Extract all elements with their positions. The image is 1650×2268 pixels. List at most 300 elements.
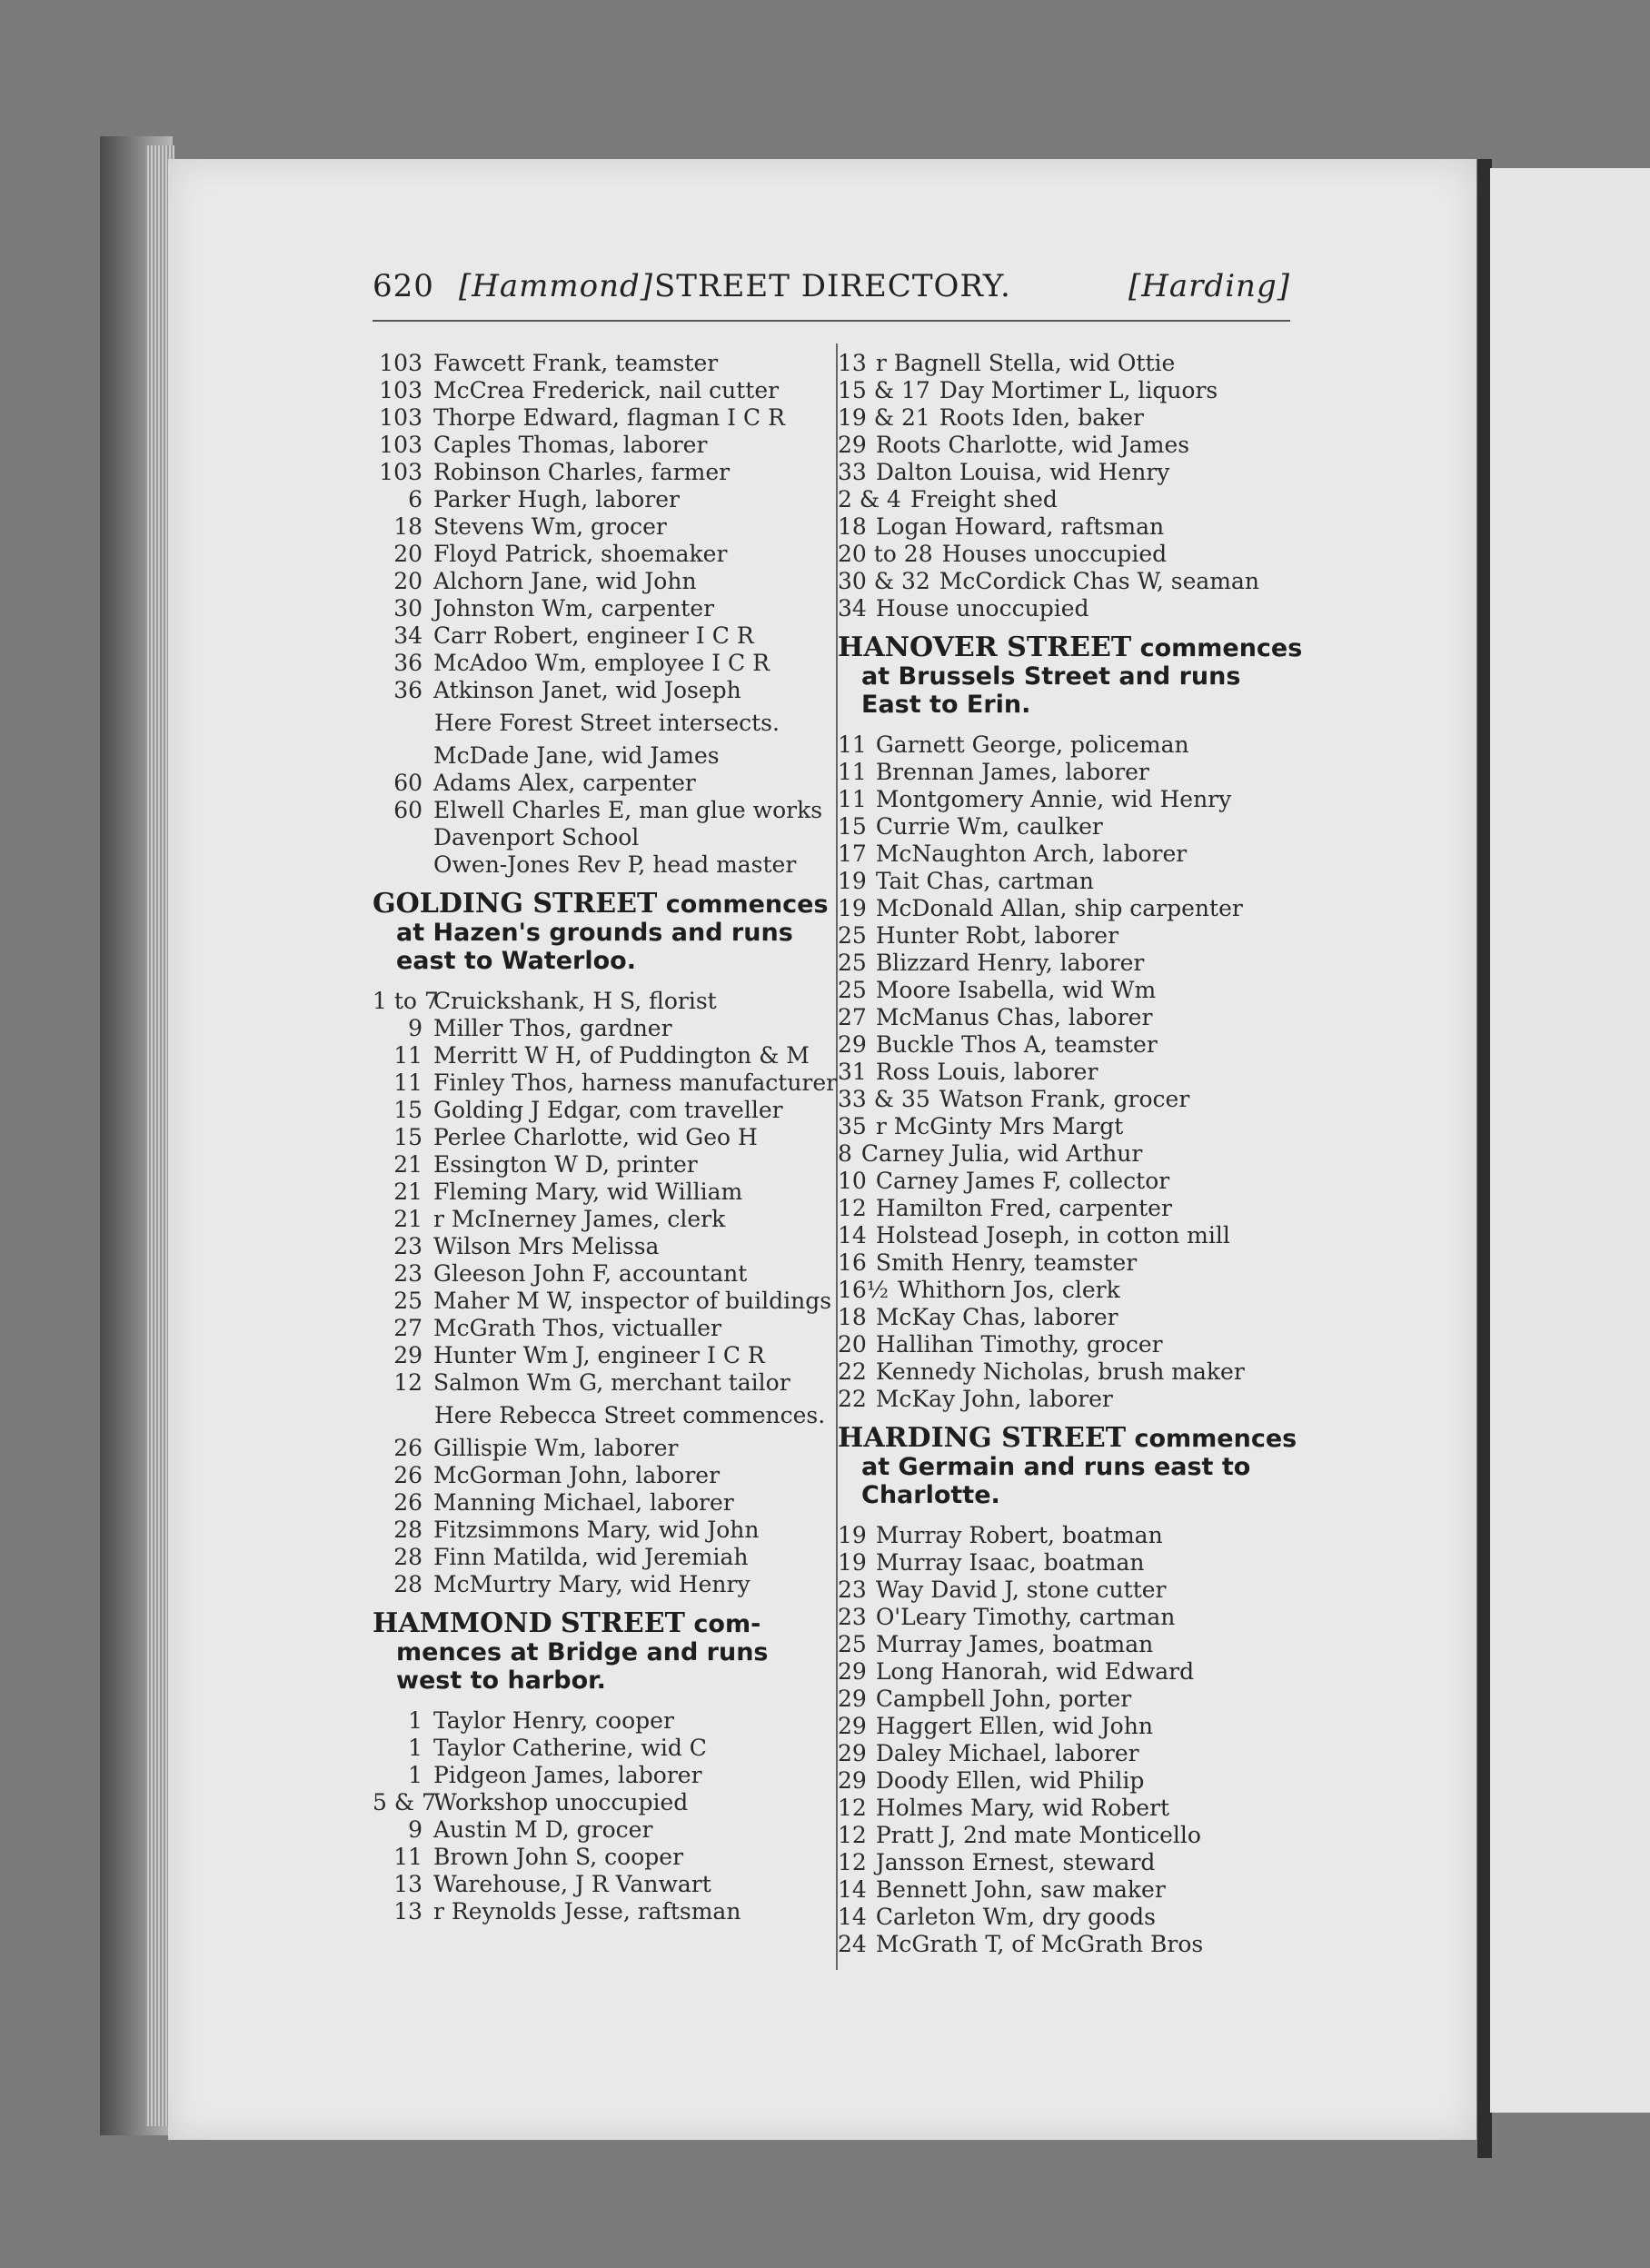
house-number: 1 xyxy=(408,1707,422,1734)
resident-entry: Murray James, boatman xyxy=(875,1631,1154,1657)
house-number: 22 xyxy=(838,1358,867,1385)
house-number: 28 xyxy=(393,1517,422,1543)
heading-text: west to harbor. xyxy=(396,1666,606,1695)
directory-entry xyxy=(838,1876,1301,1904)
directory-entry xyxy=(838,1549,1301,1577)
house-number: 25 xyxy=(838,1631,867,1657)
directory-entry xyxy=(838,486,1301,513)
directory-entry xyxy=(373,622,840,650)
directory-entry xyxy=(838,350,1301,377)
resident-entry: Manning Michael, laborer xyxy=(433,1489,734,1516)
house-number xyxy=(373,824,433,851)
house-number: 11 xyxy=(838,786,867,812)
house-number: 21 xyxy=(393,1179,422,1205)
directory-entry xyxy=(838,1031,1301,1059)
directory-entry xyxy=(373,1462,840,1489)
page-title: STREET DIRECTORY. xyxy=(654,268,1011,304)
resident-entry: Johnston Wm, carpenter xyxy=(433,595,715,622)
house-number xyxy=(373,742,433,770)
directory-entry xyxy=(838,841,1301,868)
resident-entry: Austin M D, grocer xyxy=(433,1816,653,1843)
directory-entry xyxy=(838,1795,1301,1822)
entry-list xyxy=(373,988,840,1397)
street-heading-hammond xyxy=(373,1609,840,1695)
house-number: 35 xyxy=(838,1113,867,1139)
resident-entry: Fleming Mary, wid William xyxy=(433,1179,743,1205)
directory-entry xyxy=(373,1233,840,1260)
house-number: 12 xyxy=(838,1822,867,1848)
directory-entry xyxy=(838,1386,1301,1413)
resident-entry: Smith Henry, teamster xyxy=(875,1249,1138,1276)
resident-entry: Pratt J, 2nd mate Monticello xyxy=(875,1822,1201,1848)
house-number: 29 xyxy=(838,1740,867,1766)
resident-entry: Houses unoccupied xyxy=(941,541,1168,567)
house-number: 10 xyxy=(838,1168,867,1194)
resident-entry: Carney James F, collector xyxy=(875,1168,1170,1194)
resident-entry: Moore Isabella, wid Wm xyxy=(875,977,1157,1003)
directory-entry xyxy=(373,650,840,677)
resident-entry: Hunter Robt, laborer xyxy=(875,922,1119,949)
resident-entry: Logan Howard, raftsman xyxy=(875,513,1165,540)
resident-entry: r Reynolds Jesse, raftsman xyxy=(433,1898,741,1925)
left-running-head: [Hammond] xyxy=(459,268,654,304)
house-number: 12 xyxy=(838,1849,867,1875)
house-number: 25 xyxy=(838,922,867,949)
house-number: 13 xyxy=(393,1871,422,1897)
directory-entry xyxy=(838,1222,1301,1249)
entry-list xyxy=(838,350,1301,622)
house-number: 2 & 4 xyxy=(838,486,901,512)
resident-entry: Thorpe Edward, flagman I C R xyxy=(433,404,785,431)
house-number: 30 & 32 xyxy=(838,568,930,594)
entry-list xyxy=(373,1435,840,1598)
directory-entry xyxy=(373,677,840,704)
directory-entry xyxy=(373,595,840,622)
directory-entry xyxy=(838,1249,1301,1277)
directory-entry xyxy=(838,1195,1301,1222)
directory-entry xyxy=(373,1069,840,1097)
resident-entry: Miller Thos, gardner xyxy=(433,1015,672,1041)
house-number: 15 xyxy=(393,1097,422,1123)
street-name: HAMMOND xyxy=(373,1607,552,1639)
directory-entry xyxy=(838,813,1301,841)
resident-entry: Day Mortimer L, liquors xyxy=(939,377,1218,403)
house-number: 26 xyxy=(393,1489,422,1516)
resident-entry: Jansson Ernest, steward xyxy=(875,1849,1156,1875)
resident-entry: Currie Wm, caulker xyxy=(875,813,1103,840)
resident-entry: Robinson Charles, farmer xyxy=(433,459,731,485)
resident-entry: Davenport School xyxy=(433,824,640,850)
directory-entry xyxy=(373,568,840,595)
house-number: 15 xyxy=(393,1124,422,1150)
house-number: 27 xyxy=(838,1004,867,1030)
directory-entry xyxy=(373,1816,840,1844)
resident-entry: Doody Ellen, wid Philip xyxy=(875,1767,1145,1794)
house-number: 21 xyxy=(393,1206,422,1232)
house-number: 19 xyxy=(838,1522,867,1548)
house-number: 16 xyxy=(838,1249,867,1276)
directory-entry xyxy=(373,1015,840,1042)
directory-entry xyxy=(373,1179,840,1206)
resident-entry: Long Hanorah, wid Edward xyxy=(875,1658,1195,1685)
directory-entry xyxy=(373,1042,840,1069)
house-number: 103 xyxy=(379,377,422,403)
resident-entry: Bennett John, saw maker xyxy=(875,1876,1166,1903)
facing-page-edge xyxy=(1490,168,1650,2113)
house-number: 12 xyxy=(838,1795,867,1821)
house-number: 29 xyxy=(838,1686,867,1712)
resident-entry: Fitzsimmons Mary, wid John xyxy=(433,1517,760,1543)
house-number: 11 xyxy=(838,731,867,758)
directory-entry xyxy=(373,1124,840,1151)
resident-entry: Carleton Wm, dry goods xyxy=(875,1904,1156,1930)
house-number: 9 xyxy=(408,1015,422,1041)
house-number: 1 xyxy=(408,1762,422,1788)
directory-entry xyxy=(838,895,1301,922)
resident-entry: Roots Iden, baker xyxy=(939,404,1145,431)
house-number: 29 xyxy=(838,1031,867,1058)
resident-entry: Roots Charlotte, wid James xyxy=(875,432,1190,458)
resident-entry: McManus Chas, laborer xyxy=(875,1004,1153,1030)
house-number: 18 xyxy=(838,513,867,540)
resident-entry: Haggert Ellen, wid John xyxy=(875,1713,1153,1739)
directory-entry xyxy=(838,1277,1301,1304)
directory-entry xyxy=(838,1168,1301,1195)
resident-entry: Merritt W H, of Puddington & M xyxy=(433,1042,810,1069)
directory-entry xyxy=(838,513,1301,541)
house-number: 34 xyxy=(393,622,422,649)
directory-entry xyxy=(838,404,1301,432)
directory-entry xyxy=(373,1342,840,1369)
street-note: Here Rebecca Street commences. xyxy=(434,1402,826,1428)
resident-entry: Watson Frank, grocer xyxy=(939,1086,1190,1112)
resident-entry: Tait Chas, cartman xyxy=(875,868,1094,894)
resident-entry: Adams Alex, carpenter xyxy=(433,770,696,796)
heading-text: com- xyxy=(693,1610,761,1638)
heading-text: at Brussels Street and runs xyxy=(861,662,1241,691)
resident-entry: McGorman John, laborer xyxy=(433,1462,721,1488)
resident-entry: Garnett George, policeman xyxy=(875,731,1189,758)
house-number: 28 xyxy=(393,1571,422,1597)
directory-entry xyxy=(373,824,840,851)
resident-entry: Wilson Mrs Melissa xyxy=(433,1233,660,1259)
house-number: 24 xyxy=(838,1931,867,1957)
right-column xyxy=(838,350,1301,1958)
house-number: 23 xyxy=(393,1233,422,1259)
house-number: 6 xyxy=(408,486,422,512)
directory-entry xyxy=(838,1304,1301,1331)
house-number: 25 xyxy=(838,950,867,976)
resident-entry: McGrath T, of McGrath Bros xyxy=(875,1931,1204,1957)
house-number: 13 xyxy=(393,1898,422,1925)
house-number: 11 xyxy=(393,1844,422,1870)
house-number: 12 xyxy=(393,1369,422,1396)
resident-entry: Gleeson John F, accountant xyxy=(433,1260,748,1287)
resident-entry: Murray Isaac, boatman xyxy=(875,1549,1145,1576)
resident-entry: Campbell John, porter xyxy=(875,1686,1132,1712)
house-number: 25 xyxy=(393,1288,422,1314)
house-number: 28 xyxy=(393,1544,422,1570)
house-number: 27 xyxy=(393,1315,422,1341)
resident-entry: Taylor Henry, cooper xyxy=(433,1707,674,1734)
house-number: 20 xyxy=(393,541,422,567)
heading-text: at Germain and runs east to xyxy=(861,1453,1251,1481)
house-number: 18 xyxy=(393,513,422,540)
house-number: 16½ xyxy=(838,1277,890,1303)
directory-entry xyxy=(838,459,1301,486)
house-number: 19 xyxy=(838,895,867,921)
directory-entry xyxy=(373,1871,840,1898)
street-heading-hanover xyxy=(838,633,1301,719)
house-number: 19 xyxy=(838,868,867,894)
directory-entry xyxy=(373,1369,840,1397)
page-header xyxy=(373,268,1290,319)
resident-entry: Parker Hugh, laborer xyxy=(433,486,680,512)
directory-entry xyxy=(838,1931,1301,1958)
directory-entry xyxy=(838,377,1301,404)
resident-entry: O'Leary Timothy, cartman xyxy=(875,1604,1176,1630)
directory-entry xyxy=(373,1571,840,1598)
house-number: 21 xyxy=(393,1151,422,1178)
directory-entry xyxy=(373,1517,840,1544)
house-number: 20 to 28 xyxy=(838,541,933,567)
resident-entry: McAdoo Wm, employee I C R xyxy=(433,650,770,676)
resident-entry: Stevens Wm, grocer xyxy=(433,513,667,540)
house-number: 60 xyxy=(393,770,422,796)
directory-entry xyxy=(838,1767,1301,1795)
directory-entry xyxy=(838,1631,1301,1658)
resident-entry: Owen-Jones Rev P, head master xyxy=(433,851,797,878)
directory-entry xyxy=(373,770,840,797)
resident-entry: Holmes Mary, wid Robert xyxy=(875,1795,1170,1821)
resident-entry: Kennedy Nicholas, brush maker xyxy=(875,1358,1245,1385)
directory-entry xyxy=(373,1288,840,1315)
directory-entry xyxy=(838,1604,1301,1631)
directory-entry xyxy=(838,1522,1301,1549)
entry-list xyxy=(838,731,1301,1413)
resident-entry: Gillispie Wm, laborer xyxy=(433,1435,679,1461)
house-number: 14 xyxy=(838,1222,867,1248)
resident-entry: McDonald Allan, ship carpenter xyxy=(875,895,1243,921)
resident-entry: McMurtry Mary, wid Henry xyxy=(433,1571,750,1597)
house-number: 1 to 7 xyxy=(373,988,439,1014)
house-number: 15 & 17 xyxy=(838,377,930,403)
directory-entry xyxy=(373,377,840,404)
directory-entry xyxy=(373,1735,840,1762)
house-number: 14 xyxy=(838,1904,867,1930)
directory-entry xyxy=(838,1849,1301,1876)
directory-entry xyxy=(373,1844,840,1871)
resident-entry: Freight shed xyxy=(909,486,1058,512)
resident-entry: Warehouse, J R Vanwart xyxy=(433,1871,711,1897)
resident-entry: Hamilton Fred, carpenter xyxy=(875,1195,1172,1221)
resident-entry: Caples Thomas, laborer xyxy=(433,432,708,458)
resident-entry: McKay Chas, laborer xyxy=(875,1304,1118,1330)
resident-entry: Alchorn Jane, wid John xyxy=(433,568,697,594)
resident-entry: McGrath Thos, victualler xyxy=(433,1315,721,1341)
directory-entry xyxy=(838,1140,1301,1168)
directory-entry xyxy=(838,1822,1301,1849)
house-number: 15 xyxy=(838,813,867,840)
resident-entry: Essington W D, printer xyxy=(433,1151,698,1178)
directory-entry xyxy=(838,759,1301,786)
heading-text: commences xyxy=(1134,1425,1297,1453)
heading-text: commences xyxy=(665,890,829,919)
resident-entry: Floyd Patrick, shoemaker xyxy=(433,541,728,567)
resident-entry: McKay John, laborer xyxy=(875,1386,1113,1412)
directory-entry xyxy=(373,1435,840,1462)
directory-entry xyxy=(838,1740,1301,1767)
resident-entry: Atkinson Janet, wid Joseph xyxy=(433,677,741,703)
directory-entry xyxy=(373,1206,840,1233)
house-number: 18 xyxy=(838,1304,867,1330)
directory-entry xyxy=(838,950,1301,977)
directory-entry xyxy=(373,1544,840,1571)
street-heading-golding xyxy=(373,890,840,975)
resident-entry: Hallihan Timothy, grocer xyxy=(875,1331,1163,1358)
directory-entry xyxy=(838,1086,1301,1113)
house-number: 11 xyxy=(393,1069,422,1096)
resident-entry: Way David J, stone cutter xyxy=(875,1577,1167,1603)
directory-entry xyxy=(373,1489,840,1517)
resident-entry: Maher M W, inspector of buildings xyxy=(433,1288,832,1314)
house-number: 29 xyxy=(838,1713,867,1739)
directory-entry xyxy=(373,486,840,513)
directory-entry xyxy=(838,1113,1301,1140)
header-rule xyxy=(373,320,1290,322)
street-heading-harding xyxy=(838,1424,1301,1509)
house-number: 19 & 21 xyxy=(838,404,930,431)
resident-entry: Workshop unoccupied xyxy=(433,1789,689,1815)
page-number: 620 xyxy=(373,268,434,304)
house-number: 8 xyxy=(838,1140,852,1167)
heading-text: Charlotte. xyxy=(861,1481,1000,1509)
resident-entry: Brown John S, cooper xyxy=(433,1844,684,1870)
resident-entry: Whithorn Jos, clerk xyxy=(898,1277,1120,1303)
resident-entry: Elwell Charles E, man glue works xyxy=(433,797,823,823)
directory-entry xyxy=(373,1789,840,1816)
resident-entry: Pidgeon James, laborer xyxy=(433,1762,702,1788)
resident-entry: Blizzard Henry, laborer xyxy=(875,950,1145,976)
house-number: 29 xyxy=(838,1658,867,1685)
house-number: 23 xyxy=(838,1577,867,1603)
house-number: 33 & 35 xyxy=(838,1086,930,1112)
resident-entry: Montgomery Annie, wid Henry xyxy=(875,786,1232,812)
resident-entry: Holstead Joseph, in cotton mill xyxy=(875,1222,1230,1248)
directory-entry xyxy=(373,459,840,486)
heading-text: east to Waterloo. xyxy=(396,947,636,975)
resident-entry: r McInerney James, clerk xyxy=(433,1206,726,1232)
directory-entry xyxy=(373,851,840,879)
house-number: 103 xyxy=(379,404,422,431)
heading-text: commences xyxy=(1139,634,1303,662)
street-name: HARDING STREET xyxy=(838,1422,1127,1454)
house-number: 103 xyxy=(379,432,422,458)
directory-entry xyxy=(838,1686,1301,1713)
directory-entry xyxy=(373,350,840,377)
directory-entry xyxy=(373,1898,840,1925)
house-number: 20 xyxy=(393,568,422,594)
directory-entry xyxy=(373,1097,840,1124)
house-number: 25 xyxy=(838,977,867,1003)
entry-list xyxy=(838,1522,1301,1958)
directory-entry xyxy=(373,797,840,824)
directory-entry xyxy=(838,1358,1301,1386)
house-number: 30 xyxy=(393,595,422,622)
resident-entry: McCordick Chas W, seaman xyxy=(939,568,1259,594)
directory-entry xyxy=(838,1904,1301,1931)
house-number: 9 xyxy=(408,1816,422,1843)
resident-entry: Carney Julia, wid Arthur xyxy=(860,1140,1143,1167)
resident-entry: Brennan James, laborer xyxy=(875,759,1149,785)
resident-entry: Hunter Wm J, engineer I C R xyxy=(433,1342,765,1368)
directory-entry xyxy=(373,513,840,541)
directory-entry xyxy=(838,568,1301,595)
directory-entry xyxy=(373,404,840,432)
house-number: 36 xyxy=(393,650,422,676)
directory-entry xyxy=(838,541,1301,568)
resident-entry: McNaughton Arch, laborer xyxy=(875,841,1188,867)
directory-entry xyxy=(373,1315,840,1342)
house-number: 103 xyxy=(379,350,422,376)
directory-entry xyxy=(838,1713,1301,1740)
street-note: Here Forest Street intersects. xyxy=(434,710,780,736)
house-number: 29 xyxy=(838,1767,867,1794)
house-number: 31 xyxy=(838,1059,867,1085)
entry-list xyxy=(373,350,840,704)
street-name: STREET xyxy=(561,1607,685,1639)
directory-entry xyxy=(838,922,1301,950)
directory-entry xyxy=(838,731,1301,759)
directory-entry xyxy=(373,1151,840,1179)
directory-entry xyxy=(838,977,1301,1004)
house-number: 23 xyxy=(838,1604,867,1630)
house-number: 11 xyxy=(838,759,867,785)
directory-entry xyxy=(838,432,1301,459)
street-name: GOLDING STREET xyxy=(373,888,658,920)
resident-entry: Carr Robert, engineer I C R xyxy=(433,622,754,649)
house-number: 60 xyxy=(393,797,422,823)
heading-text: mences at Bridge and runs xyxy=(396,1638,769,1666)
directory-entry xyxy=(373,1707,840,1735)
house-number: 19 xyxy=(838,1549,867,1576)
directory-entry xyxy=(838,1004,1301,1031)
house-number: 22 xyxy=(838,1386,867,1412)
house-number: 29 xyxy=(393,1342,422,1368)
house-number: 17 xyxy=(838,841,867,867)
house-number: 34 xyxy=(838,595,867,622)
resident-entry: Finley Thos, harness manufacturer xyxy=(433,1069,838,1096)
directory-entry xyxy=(373,432,840,459)
house-number: 13 xyxy=(838,350,867,376)
right-running-head: [Harding] xyxy=(1128,268,1290,304)
house-number: 29 xyxy=(838,432,867,458)
resident-entry: Ross Louis, laborer xyxy=(875,1059,1098,1085)
directory-entry xyxy=(373,1762,840,1789)
resident-entry: Dalton Louisa, wid Henry xyxy=(875,459,1170,485)
house-number: 5 & 7 xyxy=(373,1789,436,1815)
resident-entry: Daley Michael, laborer xyxy=(875,1740,1139,1766)
resident-entry: Taylor Catherine, wid C xyxy=(433,1735,707,1761)
resident-entry: House unoccupied xyxy=(875,595,1089,622)
resident-entry: Golding J Edgar, com traveller xyxy=(433,1097,783,1123)
house-number: 26 xyxy=(393,1462,422,1488)
directory-entry xyxy=(838,786,1301,813)
directory-entry xyxy=(373,988,840,1015)
house-number: 26 xyxy=(393,1435,422,1461)
resident-entry: Buckle Thos A, teamster xyxy=(875,1031,1158,1058)
directory-entry xyxy=(373,742,840,770)
